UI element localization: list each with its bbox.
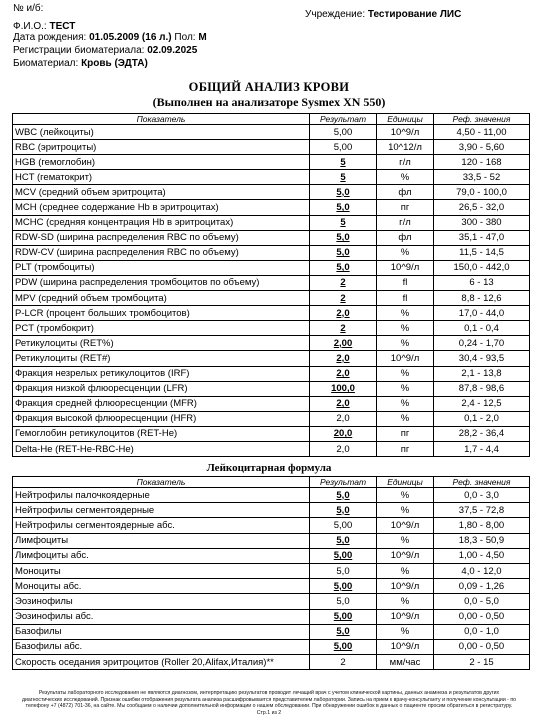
header-field-2 [13, 32, 207, 44]
cell-ref: 300 - 380 [434, 215, 530, 230]
cell-parameter: Эозинофилы [13, 594, 310, 609]
cell-result: 2 [310, 655, 377, 670]
header-value-sex: М [198, 32, 207, 43]
cell-ref: 1,00 - 4,50 [434, 548, 530, 563]
col-header-unit: Единицы [377, 477, 434, 488]
cell-result: 2 [310, 321, 377, 336]
cell-result: 2,0 [310, 396, 377, 411]
cell-result: 5,0 [310, 488, 377, 503]
cell-result: 5,00 [310, 548, 377, 563]
cell-result: 2,0 [310, 366, 377, 381]
header-label: Дата рождения: [13, 32, 87, 43]
cell-unit: % [377, 503, 434, 518]
cell-parameter: Фракция высокой флюоресценции (HFR) [13, 411, 310, 426]
cell-ref: 0,1 - 2,0 [434, 411, 530, 426]
cell-unit: 10^9/л [377, 639, 434, 654]
cell-parameter: Фракция низкой флюоресценции (LFR) [13, 381, 310, 396]
cell-unit: 10^9/л [377, 579, 434, 594]
cell-unit: 10^9/л [377, 609, 434, 624]
cell-ref: 18,3 - 50,9 [434, 533, 530, 548]
table-row [13, 155, 530, 170]
cell-ref: 87,8 - 98,6 [434, 381, 530, 396]
cbc-table [12, 113, 530, 457]
cell-result: 5,0 [310, 503, 377, 518]
cell-ref: 0,0 - 3,0 [434, 488, 530, 503]
table-row [13, 639, 530, 654]
cell-parameter: MCHC (средняя концентрация Hb в эритроцитах) [13, 215, 310, 230]
table-row [13, 426, 530, 441]
cell-ref: 4,0 - 12,0 [434, 563, 530, 578]
table-row [13, 533, 530, 548]
cell-parameter: RDW-CV (ширина распределения RBC по объему) [13, 245, 310, 260]
table-row [13, 336, 530, 351]
cell-parameter: WBC (лейкоциты) [13, 125, 310, 140]
report-title: ОБЩИЙ АНАЛИЗ КРОВИ [188, 80, 350, 94]
cell-unit: 10^9/л [377, 260, 434, 275]
table-row [13, 321, 530, 336]
cell-parameter: PCT (тромбокрит) [13, 321, 310, 336]
footer-line: Стр.1 из 2 [256, 709, 282, 716]
cell-unit: пг [377, 441, 434, 456]
cell-unit: % [377, 170, 434, 185]
table-row [13, 624, 530, 639]
cell-result: 5,00 [310, 609, 377, 624]
cell-parameter: Базофилы абс. [13, 639, 310, 654]
header-label-sex: Пол: [174, 32, 196, 43]
table-row [13, 594, 530, 609]
cell-unit: мм/час [377, 655, 434, 670]
cell-parameter: HGB (гемоглобин) [13, 155, 310, 170]
table-row [13, 381, 530, 396]
cell-result: 2 [310, 291, 377, 306]
institution-line [305, 9, 461, 21]
institution-value: Тестирование ЛИС [367, 9, 462, 20]
col-header-parameter: Показатель [13, 114, 310, 125]
cell-parameter: Моноциты абс. [13, 579, 310, 594]
cell-ref: 0,00 - 0,50 [434, 609, 530, 624]
table-row [13, 503, 530, 518]
cell-unit: пг [377, 200, 434, 215]
cell-parameter: Моноциты [13, 563, 310, 578]
cell-result: 2,00 [310, 336, 377, 351]
cell-unit: г/л [377, 215, 434, 230]
cell-parameter: Нейтрофилы сегментоядерные абс. [13, 518, 310, 533]
col-header-result: Результат [310, 477, 377, 488]
cell-result: 5,0 [310, 624, 377, 639]
header-value: 02.09.2025 [147, 45, 198, 56]
cell-parameter: Delta-He (RET-He-RBC-He) [13, 441, 310, 456]
col-header-ref: Реф. значения [434, 114, 530, 125]
cell-result: 5,0 [310, 594, 377, 609]
table-row [13, 396, 530, 411]
cell-result: 2,0 [310, 351, 377, 366]
cell-unit: % [377, 366, 434, 381]
cell-result: 2,0 [310, 411, 377, 426]
header-field-4 [13, 58, 148, 70]
cell-ref: 28,2 - 36,4 [434, 426, 530, 441]
col-header-ref: Реф. значения [434, 477, 530, 488]
cell-result: 2,0 [310, 441, 377, 456]
cell-result: 5,00 [310, 639, 377, 654]
cell-ref: 0,0 - 1,0 [434, 624, 530, 639]
report-subtitle: (Выполнен на анализаторе Sysmex XN 550) [152, 95, 386, 109]
cell-unit: % [377, 396, 434, 411]
cell-unit: 10^9/л [377, 518, 434, 533]
cell-result: 5 [310, 215, 377, 230]
cell-result: 2 [310, 275, 377, 290]
table-row [13, 140, 530, 155]
cell-result: 5,00 [310, 579, 377, 594]
cell-result: 5,00 [310, 125, 377, 140]
header-field-0 [13, 3, 43, 15]
cell-unit: 10^9/л [377, 548, 434, 563]
table-row [13, 351, 530, 366]
cell-ref: 26,5 - 32,0 [434, 200, 530, 215]
cell-result: 5,00 [310, 140, 377, 155]
footer-line: телефону +7 (4872) 701-36, на сайте. Мы сообщаем о наличии дополнительной информации о нашем обследовании. При обнаружении ошибок в данных о пациенте просим обратиться в регистратуру. [25, 703, 513, 710]
cell-result: 5 [310, 155, 377, 170]
cell-unit: % [377, 411, 434, 426]
cell-ref: 0,09 - 1,26 [434, 579, 530, 594]
table-row [13, 200, 530, 215]
cell-result: 100,0 [310, 381, 377, 396]
cell-result: 5 [310, 170, 377, 185]
header-label: Ф.И.О.: [13, 21, 47, 32]
footer-disclaimer [6, 690, 532, 716]
header-value: 01.05.2009 (16 л.) [89, 32, 172, 43]
cell-ref: 150,0 - 442,0 [434, 260, 530, 275]
cell-result: 5,0 [310, 245, 377, 260]
cell-parameter: Базофилы [13, 624, 310, 639]
cell-ref: 2,4 - 12,5 [434, 396, 530, 411]
table-row [13, 215, 530, 230]
table-row [13, 366, 530, 381]
cell-ref: 0,24 - 1,70 [434, 336, 530, 351]
table-row [13, 488, 530, 503]
cell-ref: 30,4 - 93,5 [434, 351, 530, 366]
cell-unit: % [377, 321, 434, 336]
table-row [13, 230, 530, 245]
cell-unit: фл [377, 185, 434, 200]
footer-line: Результаты лабораторного исследования не являются диагнозом, интерпретацию результатов проводит лечащий врач с учетом клинической картины, данных анамнеза и результатов других [38, 690, 500, 696]
header-label: № и/б: [13, 3, 44, 14]
header-value: ТЕСТ [49, 21, 76, 32]
cell-ref: 120 - 168 [434, 155, 530, 170]
cell-ref: 35,1 - 47,0 [434, 230, 530, 245]
header-field-3 [13, 45, 197, 57]
cell-parameter: Нейтрофилы палочкоядерные [13, 488, 310, 503]
cell-result: 5,0 [310, 230, 377, 245]
cell-parameter: Лимфоциты абс. [13, 548, 310, 563]
cell-ref: 11,5 - 14,5 [434, 245, 530, 260]
cell-parameter: Скорость оседания эритроцитов (Roller 20,Alifax,Италия)** [13, 655, 310, 670]
cell-unit: % [377, 245, 434, 260]
cell-result: 5,0 [310, 533, 377, 548]
cell-ref: 6 - 13 [434, 275, 530, 290]
cell-ref: 79,0 - 100,0 [434, 185, 530, 200]
cell-ref: 2 - 15 [434, 655, 530, 670]
cell-result: 2,0 [310, 306, 377, 321]
cell-ref: 1,80 - 8,00 [434, 518, 530, 533]
cell-parameter: HCT (гематокрит) [13, 170, 310, 185]
cell-ref: 0,1 - 0,4 [434, 321, 530, 336]
cell-unit: г/л [377, 155, 434, 170]
cell-ref: 17,0 - 44,0 [434, 306, 530, 321]
header-value: Кровь (ЭДТА) [81, 58, 148, 69]
cell-parameter: RDW-SD (ширина распределения RBC по объему) [13, 230, 310, 245]
col-header-parameter: Показатель [13, 477, 310, 488]
cell-parameter: Нейтрофилы сегментоядерные [13, 503, 310, 518]
cell-ref: 37,5 - 72,8 [434, 503, 530, 518]
cell-parameter: MCV (средний объем эритроцита) [13, 185, 310, 200]
footer-line: диагностических исследований. Признак ошибки отображения результата анализа расшифровывается представителем лаборатории. Запись на прием к врачу-консультанту и получение консультации - по [21, 696, 517, 703]
cell-unit: fl [377, 291, 434, 306]
cell-parameter: P-LCR (процент больших тромбоцитов) [13, 306, 310, 321]
col-header-unit: Единицы [377, 114, 434, 125]
table-row [13, 563, 530, 578]
cell-unit: % [377, 624, 434, 639]
table-row [13, 411, 530, 426]
cell-parameter: MPV (средний объем тромбоцита) [13, 291, 310, 306]
cell-ref: 4,50 - 11,00 [434, 125, 530, 140]
cell-parameter: Гемоглобин ретикулоцитов (RET-He) [13, 426, 310, 441]
cell-parameter: Фракция средней флюоресценции (MFR) [13, 396, 310, 411]
cell-ref: 0,00 - 0,50 [434, 639, 530, 654]
cell-result: 5,0 [310, 260, 377, 275]
cell-unit: 10^9/л [377, 351, 434, 366]
cell-parameter: Фракция незрелых ретикулоцитов (IRF) [13, 366, 310, 381]
cell-parameter: MCH (среднее содержание Hb в эритроцитах) [13, 200, 310, 215]
table-row [13, 275, 530, 290]
table-row [13, 306, 530, 321]
header-label: Биоматериал: [13, 58, 79, 69]
table-row [13, 260, 530, 275]
cell-unit: пг [377, 426, 434, 441]
leuko-table [12, 476, 530, 670]
cell-unit: фл [377, 230, 434, 245]
cell-unit: % [377, 594, 434, 609]
cell-unit: % [377, 306, 434, 321]
cell-unit: % [377, 336, 434, 351]
cell-unit: % [377, 381, 434, 396]
cell-unit: % [377, 563, 434, 578]
cell-unit: 10^12/л [377, 140, 434, 155]
table-row [13, 655, 530, 670]
cell-result: 5,0 [310, 185, 377, 200]
table-row [13, 609, 530, 624]
col-header-result: Результат [310, 114, 377, 125]
cell-parameter: PLT (тромбоциты) [13, 260, 310, 275]
cell-parameter: Ретикулоциты (RET#) [13, 351, 310, 366]
table-row [13, 518, 530, 533]
table-row [13, 185, 530, 200]
cell-parameter: Эозинофилы абс. [13, 609, 310, 624]
table-row [13, 170, 530, 185]
leuko-header-row [13, 477, 530, 488]
institution-label: Учреждение: [305, 9, 366, 20]
header-label: Регистрации биоматериала: [13, 45, 145, 56]
cell-ref: 8,8 - 12,6 [434, 291, 530, 306]
cell-ref: 1,7 - 4,4 [434, 441, 530, 456]
cell-ref: 2,1 - 13,8 [434, 366, 530, 381]
cell-unit: fl [377, 275, 434, 290]
cell-parameter: Лимфоциты [13, 533, 310, 548]
cell-unit: % [377, 533, 434, 548]
cell-result: 5,0 [310, 200, 377, 215]
cell-result: 20,0 [310, 426, 377, 441]
table-row [13, 125, 530, 140]
table-row [13, 245, 530, 260]
cell-result: 5,00 [310, 518, 377, 533]
cell-unit: % [377, 488, 434, 503]
cell-parameter: Ретикулоциты (RET%) [13, 336, 310, 351]
cell-result: 5,0 [310, 563, 377, 578]
table-row [13, 548, 530, 563]
leuko-title: Лейкоцитарная формула [206, 462, 332, 474]
cell-ref: 3,90 - 5,60 [434, 140, 530, 155]
cbc-header-row [13, 114, 530, 125]
cell-ref: 33,5 - 52 [434, 170, 530, 185]
cell-parameter: PDW (ширина распределения тромбоцитов по объему) [13, 275, 310, 290]
table-row [13, 441, 530, 456]
cell-ref: 0,0 - 5,0 [434, 594, 530, 609]
cell-unit: 10^9/л [377, 125, 434, 140]
table-row [13, 291, 530, 306]
table-row [13, 579, 530, 594]
cell-parameter: RBC (эритроциты) [13, 140, 310, 155]
